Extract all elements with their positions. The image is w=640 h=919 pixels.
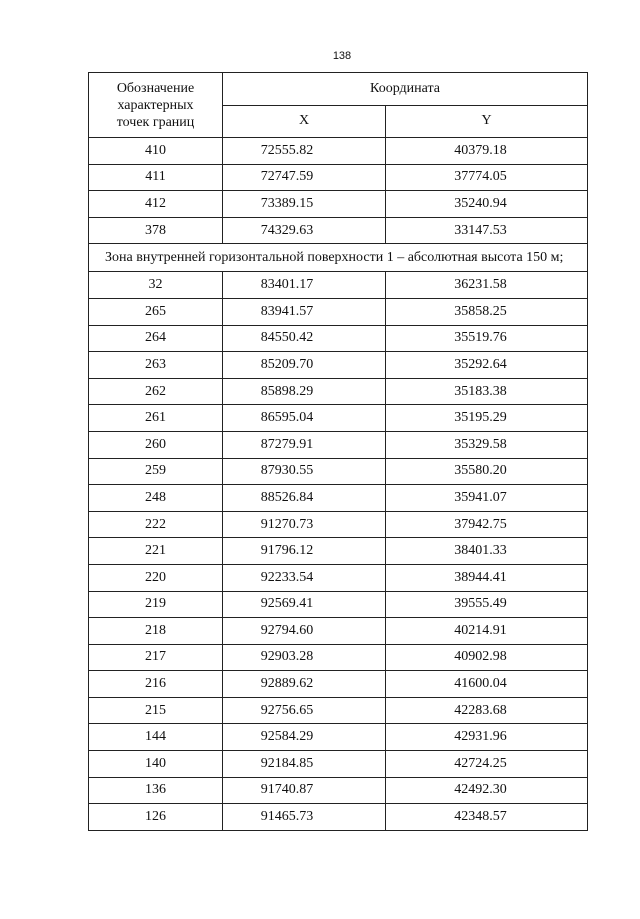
header-x: X xyxy=(223,105,386,138)
table-row xyxy=(89,724,588,751)
table-row xyxy=(89,671,588,698)
y-cell: 42492.30 xyxy=(386,777,588,804)
table-row xyxy=(89,272,588,299)
table-row xyxy=(89,378,588,405)
table-row xyxy=(89,697,588,724)
y-cell: 40214.91 xyxy=(386,618,588,645)
x-cell: 92184.85 xyxy=(223,751,386,778)
table-row xyxy=(89,217,588,244)
x-cell: 92584.29 xyxy=(223,724,386,751)
point-cell: 410 xyxy=(89,138,223,165)
y-cell: 35329.58 xyxy=(386,431,588,458)
header-point-line-1: Обозначение xyxy=(116,80,195,96)
y-cell: 42724.25 xyxy=(386,751,588,778)
y-cell: 42931.96 xyxy=(386,724,588,751)
rows-before-zone xyxy=(89,138,588,244)
header-point-line-2: характерных xyxy=(117,97,194,113)
point-cell: 144 xyxy=(89,724,223,751)
x-cell: 87279.91 xyxy=(223,431,386,458)
page-number: 138 xyxy=(332,50,352,62)
point-cell: 217 xyxy=(89,644,223,671)
y-cell: 42283.68 xyxy=(386,697,588,724)
x-cell: 91465.73 xyxy=(223,804,386,831)
header-coordinate: Координата xyxy=(223,73,588,106)
table-row xyxy=(89,431,588,458)
y-cell: 35580.20 xyxy=(386,458,588,485)
y-cell: 35519.76 xyxy=(386,325,588,352)
point-cell: 215 xyxy=(89,697,223,724)
x-cell: 72555.82 xyxy=(223,138,386,165)
x-cell: 87930.55 xyxy=(223,458,386,485)
point-cell: 261 xyxy=(89,405,223,432)
table-row xyxy=(89,164,588,191)
x-cell: 83401.17 xyxy=(223,272,386,299)
x-cell: 92569.41 xyxy=(223,591,386,618)
table-row xyxy=(89,751,588,778)
x-cell: 92756.65 xyxy=(223,697,386,724)
x-cell: 83941.57 xyxy=(223,298,386,325)
point-cell: 222 xyxy=(89,511,223,538)
table-row xyxy=(89,804,588,831)
point-cell: 264 xyxy=(89,325,223,352)
y-cell: 33147.53 xyxy=(386,217,588,244)
table-row xyxy=(89,352,588,379)
zone-title-row xyxy=(89,244,588,272)
point-cell: 219 xyxy=(89,591,223,618)
x-cell: 91796.12 xyxy=(223,538,386,565)
point-cell: 140 xyxy=(89,751,223,778)
table-row xyxy=(89,511,588,538)
x-cell: 85898.29 xyxy=(223,378,386,405)
table-row xyxy=(89,405,588,432)
y-cell: 35183.38 xyxy=(386,378,588,405)
point-cell: 32 xyxy=(89,272,223,299)
table-row xyxy=(89,777,588,804)
y-cell: 40379.18 xyxy=(386,138,588,165)
x-cell: 72747.59 xyxy=(223,164,386,191)
y-cell: 35240.94 xyxy=(386,191,588,218)
point-cell: 262 xyxy=(89,378,223,405)
table-row xyxy=(89,138,588,165)
header-y: Y xyxy=(386,105,588,138)
y-cell: 35941.07 xyxy=(386,485,588,512)
y-cell: 35292.64 xyxy=(386,352,588,379)
point-cell: 378 xyxy=(89,217,223,244)
table-row xyxy=(89,298,588,325)
table-row xyxy=(89,485,588,512)
y-cell: 39555.49 xyxy=(386,591,588,618)
rows-after-zone xyxy=(89,272,588,830)
x-cell: 92233.54 xyxy=(223,564,386,591)
table-row xyxy=(89,538,588,565)
y-cell: 42348.57 xyxy=(386,804,588,831)
x-cell: 73389.15 xyxy=(223,191,386,218)
point-cell: 263 xyxy=(89,352,223,379)
header-point-line-3: точек границ xyxy=(116,114,195,130)
y-cell: 38401.33 xyxy=(386,538,588,565)
table-row xyxy=(89,591,588,618)
point-cell: 411 xyxy=(89,164,223,191)
table-row xyxy=(89,644,588,671)
header-point-designation xyxy=(89,73,223,138)
zone-title: Зона внутренней горизонтальной поверхности 1 – абсолютная высота 150 м; xyxy=(89,244,588,272)
table-row xyxy=(89,564,588,591)
x-cell: 84550.42 xyxy=(223,325,386,352)
x-cell: 92889.62 xyxy=(223,671,386,698)
point-cell: 265 xyxy=(89,298,223,325)
table-row xyxy=(89,618,588,645)
point-cell: 248 xyxy=(89,485,223,512)
y-cell: 37774.05 xyxy=(386,164,588,191)
point-cell: 221 xyxy=(89,538,223,565)
y-cell: 37942.75 xyxy=(386,511,588,538)
x-cell: 88526.84 xyxy=(223,485,386,512)
x-cell: 74329.63 xyxy=(223,217,386,244)
point-cell: 259 xyxy=(89,458,223,485)
point-cell: 216 xyxy=(89,671,223,698)
x-cell: 86595.04 xyxy=(223,405,386,432)
y-cell: 40902.98 xyxy=(386,644,588,671)
coordinates-table xyxy=(88,72,588,831)
x-cell: 92903.28 xyxy=(223,644,386,671)
x-cell: 91740.87 xyxy=(223,777,386,804)
y-cell: 35195.29 xyxy=(386,405,588,432)
point-cell: 220 xyxy=(89,564,223,591)
point-cell: 136 xyxy=(89,777,223,804)
y-cell: 35858.25 xyxy=(386,298,588,325)
table-row xyxy=(89,325,588,352)
y-cell: 36231.58 xyxy=(386,272,588,299)
y-cell: 38944.41 xyxy=(386,564,588,591)
x-cell: 92794.60 xyxy=(223,618,386,645)
table-row xyxy=(89,191,588,218)
point-cell: 126 xyxy=(89,804,223,831)
point-cell: 412 xyxy=(89,191,223,218)
point-cell: 218 xyxy=(89,618,223,645)
x-cell: 91270.73 xyxy=(223,511,386,538)
y-cell: 41600.04 xyxy=(386,671,588,698)
x-cell: 85209.70 xyxy=(223,352,386,379)
point-cell: 260 xyxy=(89,431,223,458)
table-row xyxy=(89,458,588,485)
